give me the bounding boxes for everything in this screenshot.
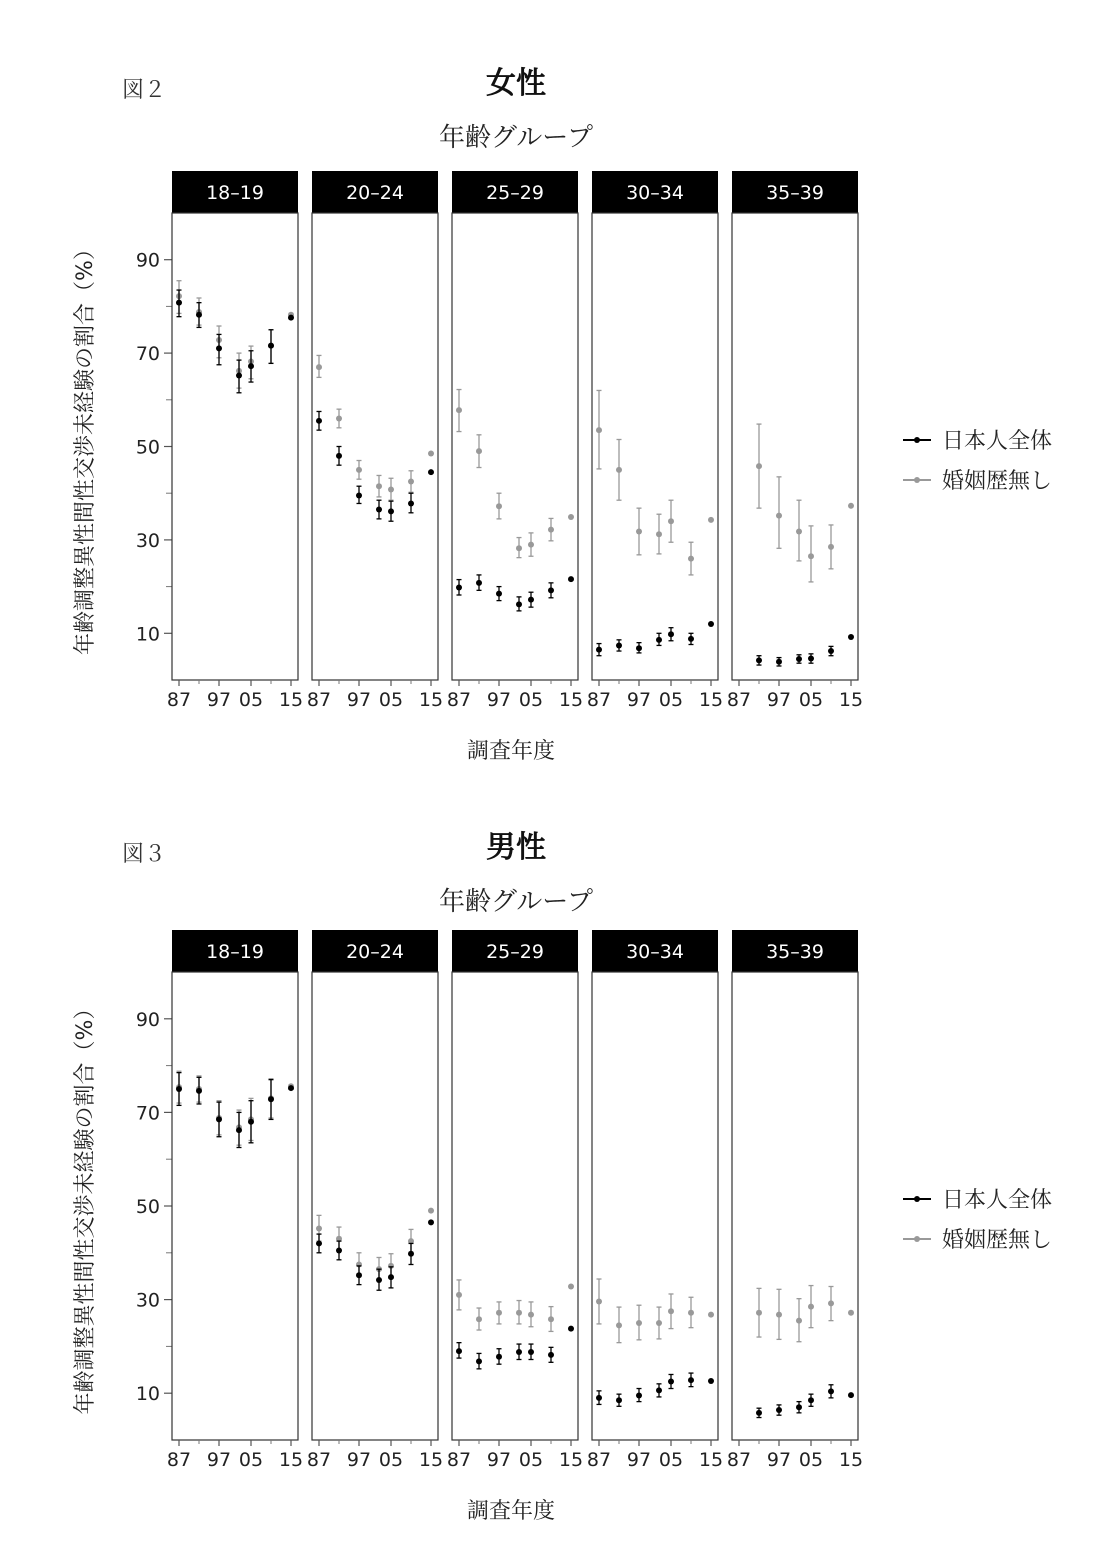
data-point [708, 621, 714, 627]
legend-key-dot [914, 477, 920, 483]
data-point [476, 448, 482, 454]
data-point [496, 503, 502, 509]
x-tick-label: 15 [838, 1449, 864, 1471]
data-point [236, 373, 242, 379]
data-point [456, 407, 462, 413]
data-point [548, 1316, 554, 1322]
y-tick-label: 50 [135, 436, 160, 459]
data-point [456, 1348, 462, 1354]
data-point [688, 556, 694, 562]
x-tick-label: 87 [726, 689, 752, 711]
data-point [196, 1088, 202, 1094]
x-tick-label: 15 [838, 689, 864, 711]
x-tick-label: 97 [626, 689, 652, 711]
data-point [636, 1393, 642, 1399]
x-tick-label: 05 [378, 1449, 404, 1471]
data-point [428, 1208, 434, 1214]
x-tick-label: 05 [798, 689, 824, 711]
data-point [756, 1410, 762, 1416]
data-point [236, 1127, 242, 1133]
data-point [616, 1397, 622, 1403]
data-point [176, 1086, 182, 1092]
series-日本人全体 [316, 1219, 434, 1290]
data-point [808, 553, 814, 559]
data-point [268, 343, 274, 349]
data-point [596, 1298, 602, 1304]
data-point [776, 659, 782, 665]
series-婚姻歴無し [316, 355, 434, 500]
facet-panel-25–29 [447, 930, 583, 1471]
data-point [776, 513, 782, 519]
facet-panel-20–24 [307, 171, 443, 711]
data-point [848, 1392, 854, 1398]
data-point [316, 1225, 322, 1231]
data-point [216, 345, 222, 351]
facet-strip-label: 20–24 [346, 941, 404, 963]
y-tick-label: 70 [135, 1102, 160, 1125]
data-point [688, 1377, 694, 1383]
series-日本人全体 [756, 634, 854, 666]
data-point [428, 451, 434, 457]
data-point [568, 1326, 574, 1332]
facet-group-label: 年齢グループ [439, 123, 593, 153]
legend-key-dot [914, 1236, 920, 1242]
data-point [688, 636, 694, 642]
facet-group-label: 年齢グループ [439, 887, 593, 917]
data-point [656, 1320, 662, 1326]
facet-panel-frame [452, 213, 578, 680]
data-point [516, 601, 522, 607]
data-point [476, 1358, 482, 1364]
data-point [548, 527, 554, 533]
data-point [196, 312, 202, 318]
facet-strip-label: 20–24 [346, 182, 404, 204]
data-point [496, 1310, 502, 1316]
x-tick-label: 15 [698, 689, 724, 711]
facet-strip-label: 18–19 [206, 941, 264, 963]
data-point [268, 1096, 274, 1102]
facet-panel-30–34 [587, 171, 723, 711]
series-婚姻歴無し [176, 281, 294, 388]
x-tick-label: 05 [378, 689, 404, 711]
figure-2 [73, 66, 1052, 764]
data-point [428, 469, 434, 475]
data-point [408, 500, 414, 506]
chart-title: 男性 [486, 830, 546, 865]
data-point [848, 634, 854, 640]
data-point [616, 1322, 622, 1328]
chart-title: 女性 [486, 66, 546, 101]
y-tick-label: 90 [135, 1008, 160, 1031]
figure-label: 図２ [122, 78, 167, 103]
data-point [548, 587, 554, 593]
y-tick-label: 10 [135, 623, 160, 646]
figure-3 [73, 830, 1052, 1524]
data-point [828, 1388, 834, 1394]
data-point [528, 1312, 534, 1318]
x-tick-label: 87 [306, 1449, 332, 1471]
data-point [828, 648, 834, 654]
x-tick-label: 15 [418, 689, 444, 711]
data-point [336, 453, 342, 459]
data-point [288, 1085, 294, 1091]
data-point [356, 1272, 362, 1278]
data-point [808, 1397, 814, 1403]
series-日本人全体 [456, 575, 574, 611]
x-tick-label: 97 [206, 689, 232, 711]
y-axis-title: 年齢調整異性間性交渉未経験の割合（%） [73, 997, 98, 1415]
data-point [376, 483, 382, 489]
data-point [656, 637, 662, 643]
facet-panel-frame [312, 972, 438, 1440]
x-tick-label: 97 [346, 1449, 372, 1471]
data-point [596, 427, 602, 433]
x-tick-label: 87 [166, 689, 192, 711]
data-point [796, 528, 802, 534]
data-point [316, 364, 322, 370]
x-tick-label: 15 [278, 689, 304, 711]
x-tick-label: 97 [206, 1449, 232, 1471]
facet-strip-label: 18–19 [206, 182, 264, 204]
data-point [708, 1378, 714, 1384]
data-point [216, 1116, 222, 1122]
x-tick-label: 87 [726, 1449, 752, 1471]
facet-strip-label: 35–39 [766, 941, 824, 963]
data-point [528, 542, 534, 548]
data-point [848, 503, 854, 509]
x-tick-label: 05 [658, 1449, 684, 1471]
data-point [596, 647, 602, 653]
data-point [356, 493, 362, 499]
legend-label: 日本人全体 [942, 429, 1053, 454]
series-日本人全体 [756, 1385, 854, 1418]
legend [903, 1188, 1052, 1253]
series-婚姻歴無し [756, 1286, 854, 1342]
data-point [356, 467, 362, 473]
series-婚姻歴無し [456, 1280, 574, 1331]
data-point [848, 1310, 854, 1316]
series-日本人全体 [176, 1073, 294, 1148]
data-point [756, 657, 762, 663]
data-point [808, 1304, 814, 1310]
data-point [668, 1379, 674, 1385]
legend-label: 日本人全体 [942, 1188, 1053, 1213]
x-tick-label: 15 [558, 689, 584, 711]
data-point [516, 1310, 522, 1316]
data-point [548, 1352, 554, 1358]
facet-panel-35–39 [727, 930, 863, 1471]
data-point [428, 1219, 434, 1225]
data-point [516, 1349, 522, 1355]
facet-panel-frame [172, 213, 298, 680]
series-婚姻歴無し [316, 1208, 434, 1281]
y-axis [136, 1009, 172, 1405]
x-tick-label: 97 [486, 689, 512, 711]
data-point [756, 463, 762, 469]
x-tick-label: 05 [658, 689, 684, 711]
facet-panel-frame [732, 213, 858, 680]
x-tick-label: 87 [446, 1449, 472, 1471]
data-point [776, 1312, 782, 1318]
data-point [388, 1274, 394, 1280]
x-tick-label: 05 [798, 1449, 824, 1471]
data-point [388, 486, 394, 492]
legend-label: 婚姻歴無し [942, 469, 1053, 494]
y-axis-title: 年齢調整異性間性交渉未経験の割合（%） [73, 238, 98, 655]
data-point [776, 1407, 782, 1413]
facet-panel-frame [452, 972, 578, 1440]
series-日本人全体 [456, 1326, 574, 1369]
facet-panel-20–24 [307, 930, 443, 1471]
data-point [376, 507, 382, 513]
data-point [176, 300, 182, 306]
facet-strip-label: 30–34 [626, 182, 684, 204]
x-tick-label: 05 [238, 689, 264, 711]
data-point [828, 544, 834, 550]
data-point [388, 508, 394, 514]
series-日本人全体 [596, 621, 714, 656]
data-point [688, 1310, 694, 1316]
data-point [616, 467, 622, 473]
data-point [316, 1240, 322, 1246]
x-tick-label: 05 [518, 1449, 544, 1471]
series-婚姻歴無し [176, 1071, 294, 1145]
data-point [756, 1310, 762, 1316]
x-tick-label: 97 [766, 689, 792, 711]
data-point [336, 1247, 342, 1253]
data-point [528, 1349, 534, 1355]
y-tick-label: 90 [135, 249, 160, 272]
data-point [476, 1316, 482, 1322]
series-婚姻歴無し [596, 390, 714, 574]
data-point [708, 1312, 714, 1318]
data-point [796, 656, 802, 662]
x-tick-label: 97 [626, 1449, 652, 1471]
series-婚姻歴無し [756, 424, 854, 582]
series-日本人全体 [176, 290, 294, 393]
data-point [596, 1395, 602, 1401]
x-tick-label: 15 [418, 1449, 444, 1471]
x-tick-label: 05 [518, 689, 544, 711]
data-point [668, 1308, 674, 1314]
data-point [248, 363, 254, 369]
x-axis-title: 調査年度 [466, 739, 556, 764]
facet-panel-25–29 [447, 171, 583, 711]
data-point [408, 1251, 414, 1257]
facet-panel-35–39 [727, 171, 863, 711]
y-tick-label: 30 [135, 1289, 160, 1312]
facet-strip-label: 35–39 [766, 182, 824, 204]
data-point [248, 1119, 254, 1125]
x-tick-label: 87 [166, 1449, 192, 1471]
x-axis-title: 調査年度 [466, 1499, 556, 1524]
x-tick-label: 15 [698, 1449, 724, 1471]
facet-panel-frame [592, 213, 718, 680]
facet-panel-frame [732, 972, 858, 1440]
series-日本人全体 [316, 411, 434, 521]
data-point [796, 1404, 802, 1410]
data-point [528, 597, 534, 603]
data-point [288, 315, 294, 321]
x-tick-label: 15 [278, 1449, 304, 1471]
facet-panel-18–19 [167, 930, 303, 1471]
series-日本人全体 [596, 1373, 714, 1406]
data-point [808, 656, 814, 662]
data-point [636, 645, 642, 651]
data-point [828, 1300, 834, 1306]
x-tick-label: 87 [586, 1449, 612, 1471]
data-point [408, 479, 414, 485]
data-point [316, 418, 322, 424]
data-point [456, 585, 462, 591]
data-point [668, 631, 674, 637]
x-tick-label: 87 [586, 689, 612, 711]
data-point [568, 1283, 574, 1289]
data-point [456, 1292, 462, 1298]
data-point [476, 580, 482, 586]
data-point [636, 528, 642, 534]
legend-key-dot [914, 1196, 920, 1202]
data-point [568, 514, 574, 520]
x-tick-label: 97 [346, 689, 372, 711]
data-point [796, 1318, 802, 1324]
facet-panel-frame [592, 972, 718, 1440]
x-tick-label: 05 [238, 1449, 264, 1471]
data-point [496, 1354, 502, 1360]
facet-panel-frame [172, 972, 298, 1440]
data-point [656, 531, 662, 537]
y-tick-label: 70 [135, 343, 160, 366]
data-point [516, 545, 522, 551]
x-tick-label: 87 [306, 689, 332, 711]
facet-panel-30–34 [587, 930, 723, 1471]
legend-label: 婚姻歴無し [942, 1228, 1053, 1253]
x-tick-label: 87 [446, 689, 472, 711]
series-婚姻歴無し [596, 1279, 714, 1343]
y-tick-label: 50 [135, 1196, 160, 1218]
legend [903, 429, 1052, 494]
facet-panel-18–19 [167, 171, 303, 711]
facet-strip-label: 30–34 [626, 941, 684, 963]
y-tick-label: 30 [135, 529, 160, 552]
x-tick-label: 97 [766, 1449, 792, 1471]
x-tick-label: 15 [558, 1449, 584, 1471]
data-point [636, 1320, 642, 1326]
data-point [336, 415, 342, 421]
y-tick-label: 10 [135, 1383, 160, 1406]
data-point [496, 591, 502, 597]
data-point [376, 1277, 382, 1283]
facet-strip-label: 25–29 [486, 182, 544, 204]
data-point [656, 1387, 662, 1393]
legend-key-dot [914, 437, 920, 443]
y-axis [136, 250, 172, 646]
data-point [668, 518, 674, 524]
figure-label: 図３ [122, 842, 167, 867]
data-point [616, 642, 622, 648]
data-point [568, 576, 574, 582]
x-tick-label: 97 [486, 1449, 512, 1471]
series-婚姻歴無し [456, 390, 574, 558]
facet-strip-label: 25–29 [486, 941, 544, 963]
data-point [708, 517, 714, 523]
facet-panel-frame [312, 213, 438, 680]
